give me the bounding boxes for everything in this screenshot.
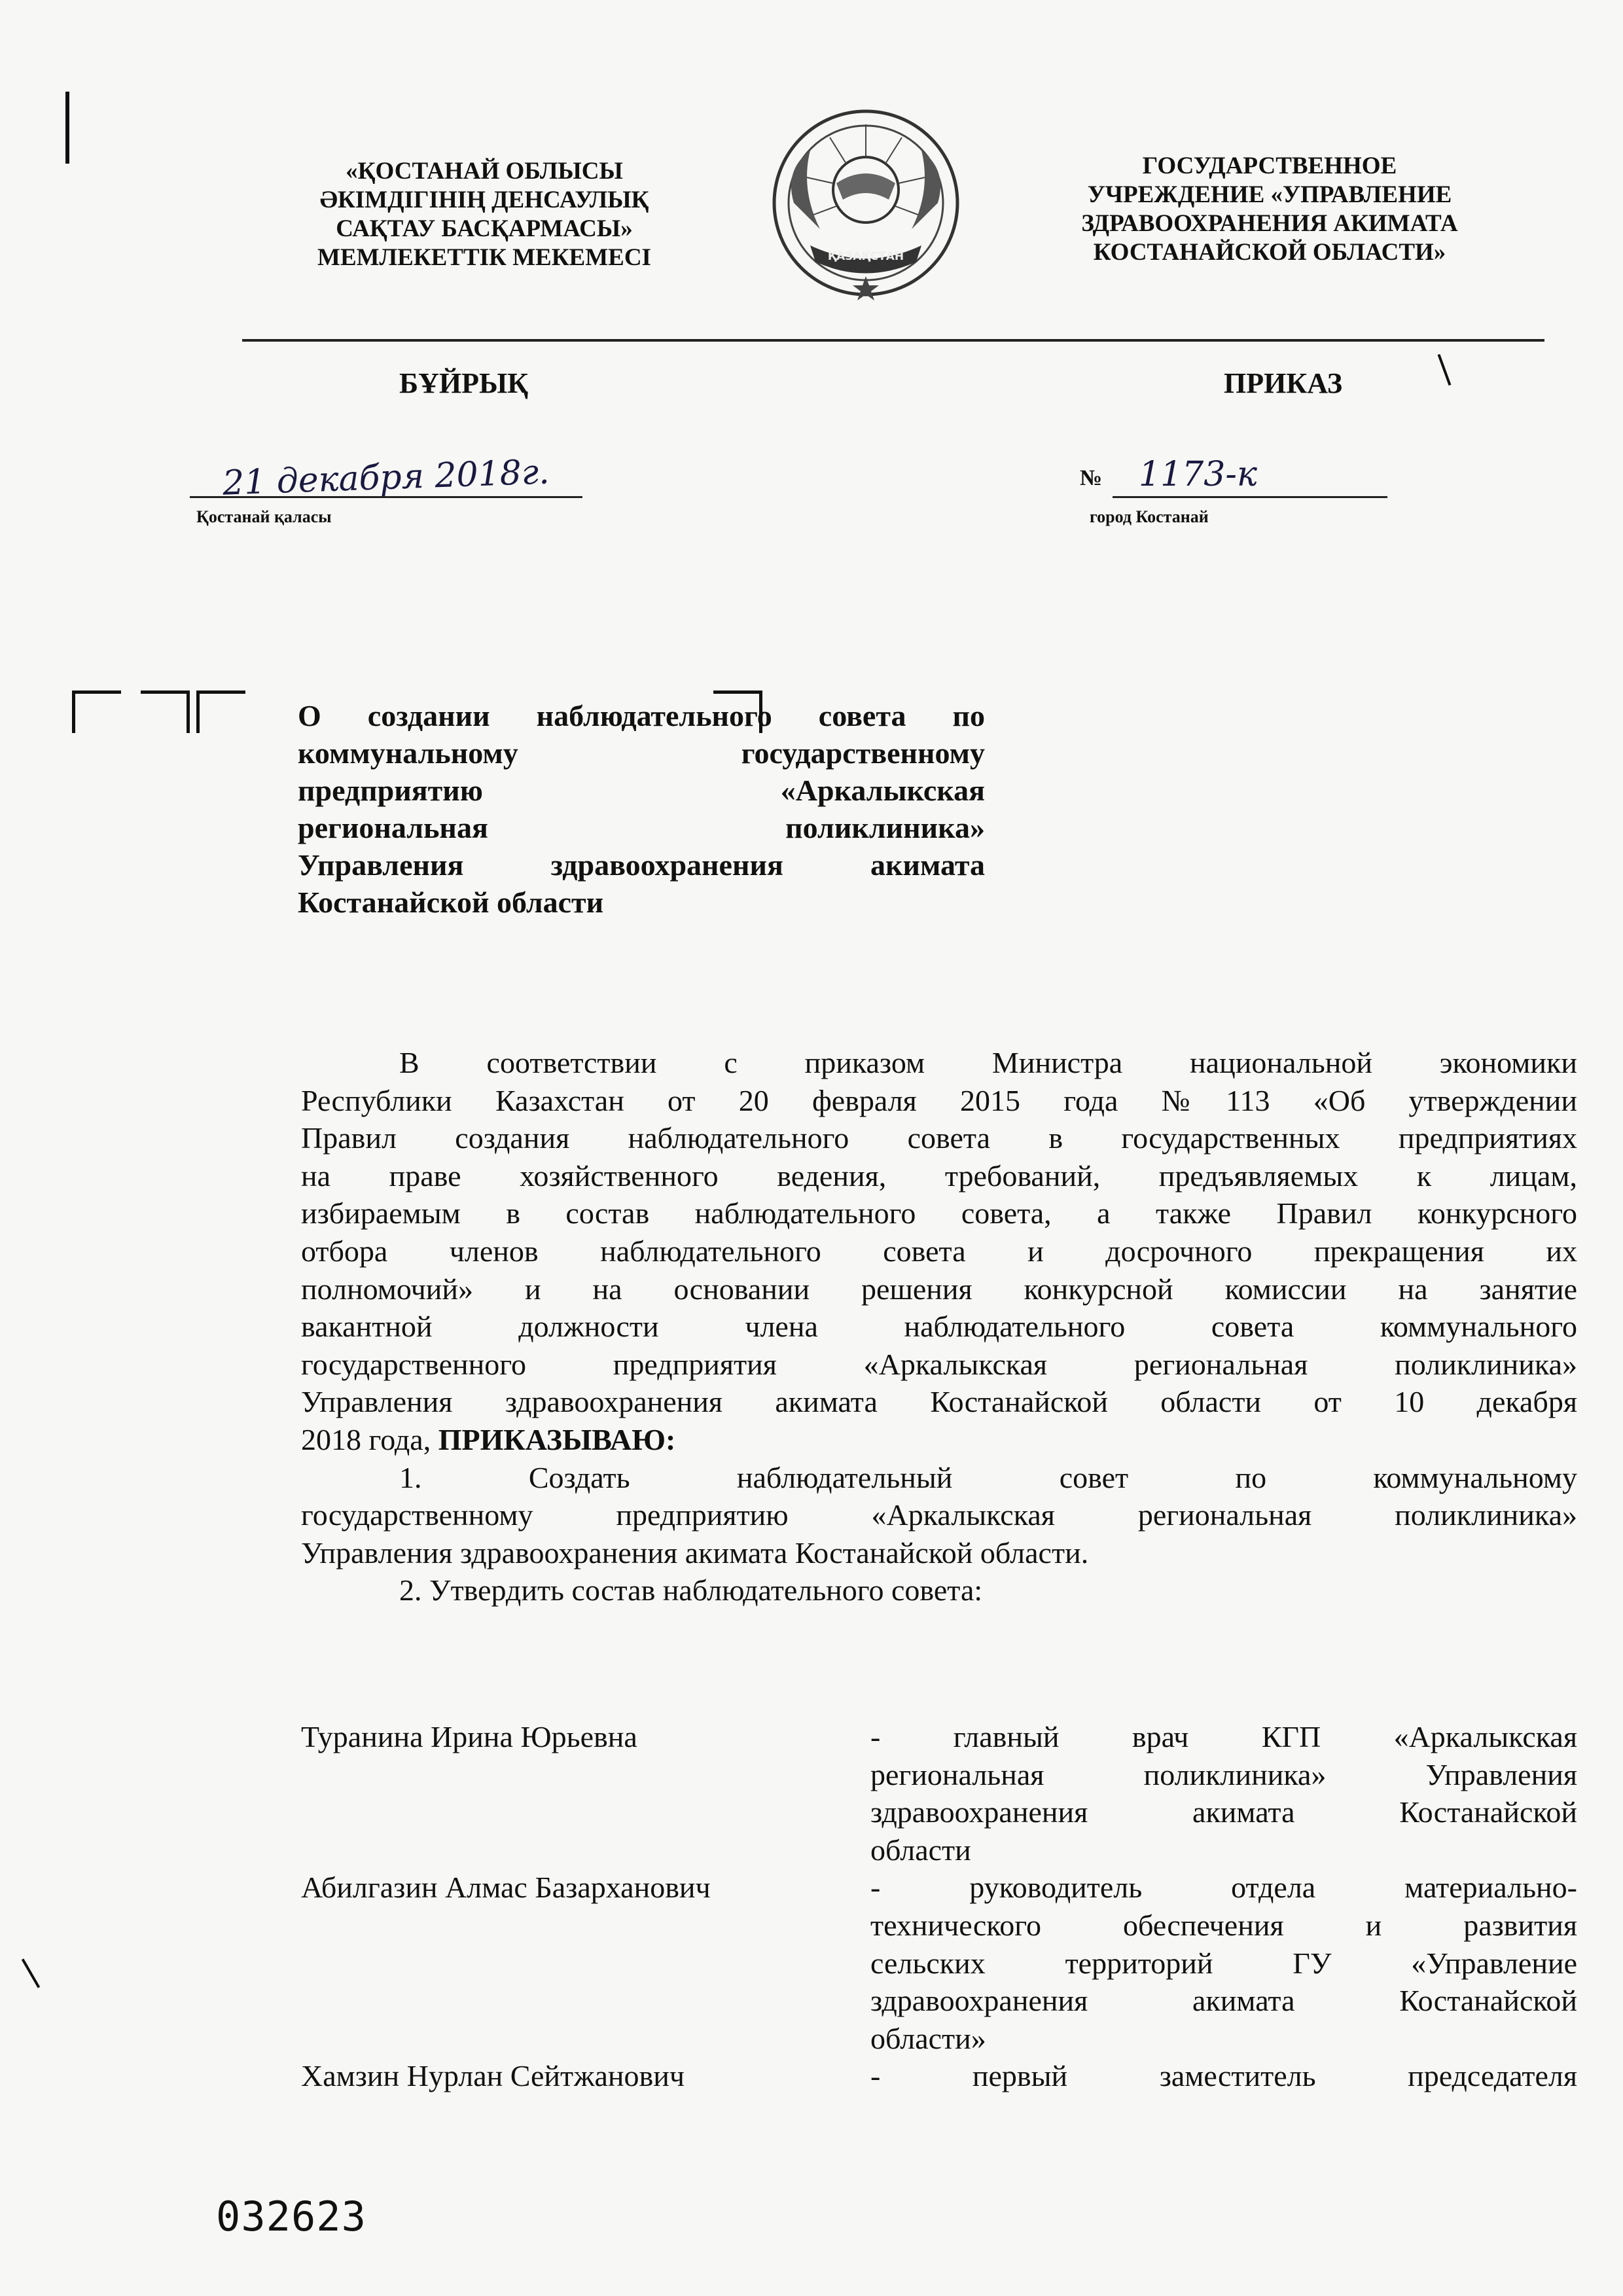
- org-line: САҚТАУ БАСҚАРМАСЫ»: [336, 215, 633, 242]
- member-role: [870, 1869, 1577, 2057]
- role-line: здравоохранения акимата Костанайской: [870, 1795, 1577, 1829]
- body-date-text: 2018 года,: [301, 1422, 431, 1456]
- member-name: Хамзин Нурлан Сейтжанович: [301, 2059, 685, 2093]
- number-label: №: [1080, 466, 1103, 490]
- body-line: на праве хозяйственного ведения, требований, предъявляемых к лицам,: [301, 1158, 1577, 1193]
- council-members: [301, 1718, 1577, 2095]
- date-underline: [190, 496, 582, 498]
- body-line: В соответствии с приказом Министра национальной экономики: [399, 1046, 1577, 1079]
- body-line: 1. Создать наблюдательный совет по коммунальному: [399, 1460, 1577, 1494]
- title-line: Управления здравоохранения акимата: [298, 848, 985, 882]
- number-underline: [1113, 496, 1387, 498]
- member-name: Туранина Ирина Юрьевна: [301, 1720, 637, 1753]
- body-line: вакантной должности члена наблюдательного совета коммунального: [301, 1310, 1577, 1344]
- body-line: Республики Казахстан от 20 февраля 2015 года №113 «Об утверждении: [301, 1083, 1577, 1117]
- title-line: региональная поликлиника»: [298, 811, 985, 844]
- body-line: избираемым в состав наблюдательного совета, а также Правил конкурсного: [301, 1196, 1577, 1230]
- body-line: Правил создания наблюдательного совета в государственных предприятиях: [301, 1121, 1577, 1155]
- order-body: [301, 1044, 1577, 1609]
- role-line: здравоохранения акимата Костанайской: [870, 1984, 1577, 2018]
- handwritten-number: 1173-к: [1139, 455, 1257, 494]
- body-line: Управления здравоохранения акимата Костанайской области от 10 декабря: [301, 1385, 1577, 1419]
- scan-mark: [22, 1958, 40, 1988]
- body-line: 2. Утвердить состав наблюдательного совета:: [399, 1573, 983, 1607]
- org-line: ӘКІМДІГІНІҢ ДЕНСАУЛЫҚ: [319, 187, 649, 213]
- member-row: [301, 1718, 1577, 1869]
- role-line: - главный врач КГП «Аркалыкская: [870, 1720, 1577, 1753]
- doc-type-russian: ПРИКАЗ: [1224, 367, 1343, 399]
- org-line: ГОСУДАРСТВЕННОЕ: [1142, 152, 1397, 179]
- title-line: О создании наблюдательного совета по: [298, 699, 985, 732]
- org-line: ЗДРАВООХРАНЕНИЯ АКИМАТА: [1081, 210, 1458, 237]
- title-line: Костанайской области: [298, 886, 604, 919]
- member-row: [301, 2057, 1577, 2095]
- body-line: отбора членов наблюдательного совета и досрочного прекращения их: [301, 1234, 1577, 1268]
- role-line: области»: [870, 2021, 986, 2055]
- body-line: Управления здравоохранения акимата Костанайской области.: [301, 1535, 1089, 1570]
- body-line: полномочий» и на основании решения конкурсной комиссии на занятие: [301, 1272, 1577, 1306]
- title-line: коммунальному государственному: [298, 736, 985, 770]
- body-line: государственному предприятию «Аркалыкская региональная поликлиника»: [301, 1498, 1577, 1532]
- member-name: Абилгазин Алмас Базарханович: [301, 1871, 711, 1905]
- doc-type-kazakh: БҰЙРЫҚ: [399, 367, 529, 399]
- order-title: [298, 697, 985, 921]
- body-line: государственного предприятия «Аркалыкская региональная поликлиника»: [301, 1347, 1577, 1381]
- org-line: УЧРЕЖДЕНИЕ «УПРАВЛЕНИЕ: [1087, 181, 1452, 208]
- city-kazakh: Қостанай қаласы: [196, 507, 332, 526]
- org-line: МЕМЛЕКЕТТІК МЕКЕМЕСІ: [317, 244, 651, 271]
- corner-mark: [141, 691, 190, 733]
- document-serial-number: 032623: [216, 2193, 366, 2240]
- emblem-text: ҚАЗАҚСТАН: [827, 250, 904, 263]
- role-line: - первый заместитель председателя: [870, 2059, 1577, 2093]
- org-name-kazakh: [249, 157, 720, 272]
- member-role: [870, 2057, 1577, 2095]
- org-line: «ҚОСТАНАЙ ОБЛЫСЫ: [346, 158, 623, 185]
- order-directive: ПРИКАЗЫВАЮ:: [438, 1422, 676, 1456]
- city-russian: город Костанай: [1090, 507, 1209, 526]
- title-line: предприятию «Аркалыкская: [298, 774, 985, 807]
- role-line: сельских территорий ГУ «Управление: [870, 1946, 1577, 1980]
- role-line: области: [870, 1833, 971, 1867]
- body-line: [301, 1421, 1577, 1459]
- member-row: [301, 1869, 1577, 2057]
- role-line: технического обеспечения и развития: [870, 1908, 1577, 1942]
- scan-mark: [1438, 354, 1452, 386]
- scan-mark: [65, 92, 69, 164]
- header-rule: [242, 339, 1544, 342]
- corner-mark: [196, 691, 245, 733]
- role-line: региональная поликлиника» Управления: [870, 1757, 1577, 1791]
- state-emblem: [771, 105, 961, 301]
- member-role: [870, 1718, 1577, 1869]
- org-name-russian: [1021, 152, 1518, 267]
- handwritten-date: 21 декабря 2018г.: [222, 452, 550, 503]
- corner-mark: [72, 691, 121, 733]
- role-line: - руководитель отдела материально-: [870, 1871, 1577, 1905]
- org-line: КОСТАНАЙСКОЙ ОБЛАСТИ»: [1093, 239, 1446, 266]
